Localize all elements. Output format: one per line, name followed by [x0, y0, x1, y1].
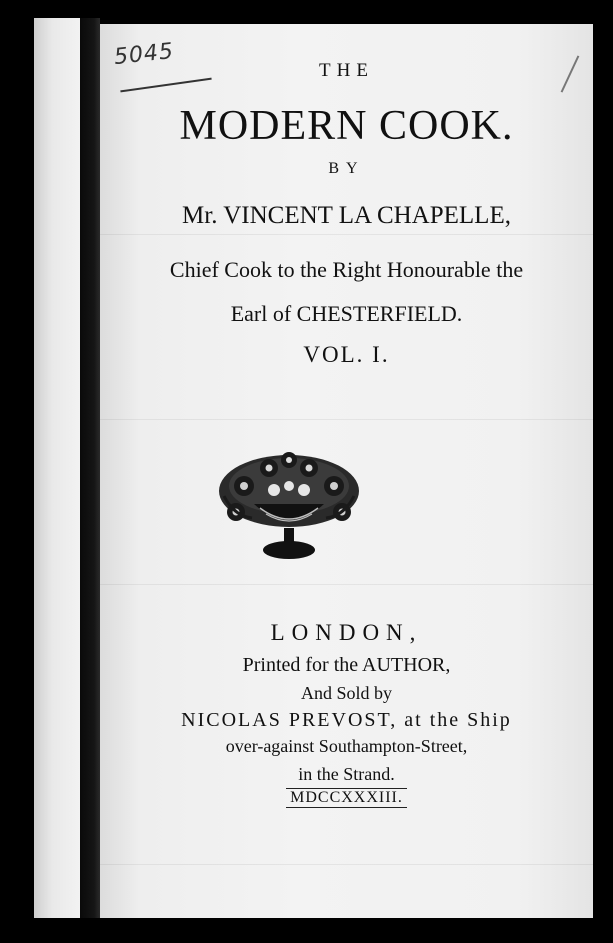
imprint-sold-by: And Sold by — [300, 683, 392, 703]
author-position: Chief Cook to the Right Honourable the — [169, 257, 524, 282]
title-page — [100, 24, 593, 918]
basket-of-flowers-icon — [214, 446, 364, 566]
imprint-date: MDCCXXXIII. — [286, 788, 407, 808]
byline-by: BY — [328, 160, 365, 177]
book-gutter — [80, 18, 100, 918]
imprint-address: over-against Southampton-Street, — [225, 736, 468, 756]
volume-number: VOL. I. — [303, 342, 390, 367]
imprint-printed-for: Printed for the AUTHOR, — [242, 654, 451, 676]
facing-leaf-edge — [34, 18, 80, 918]
imprint-street: in the Strand. — [298, 764, 395, 784]
book-title: MODERN COOK. — [179, 103, 514, 149]
title-article: THE — [319, 60, 374, 81]
author-patron: Earl of CHESTERFIELD. — [230, 301, 463, 326]
imprint-bookseller: NICOLAS PREVOST, at the Ship — [181, 709, 512, 731]
handwritten-shelfmark: 5045 — [112, 38, 176, 71]
imprint-place: LONDON, — [270, 620, 423, 645]
author-name: Mr. VINCENT LA CHAPELLE, — [182, 202, 511, 229]
